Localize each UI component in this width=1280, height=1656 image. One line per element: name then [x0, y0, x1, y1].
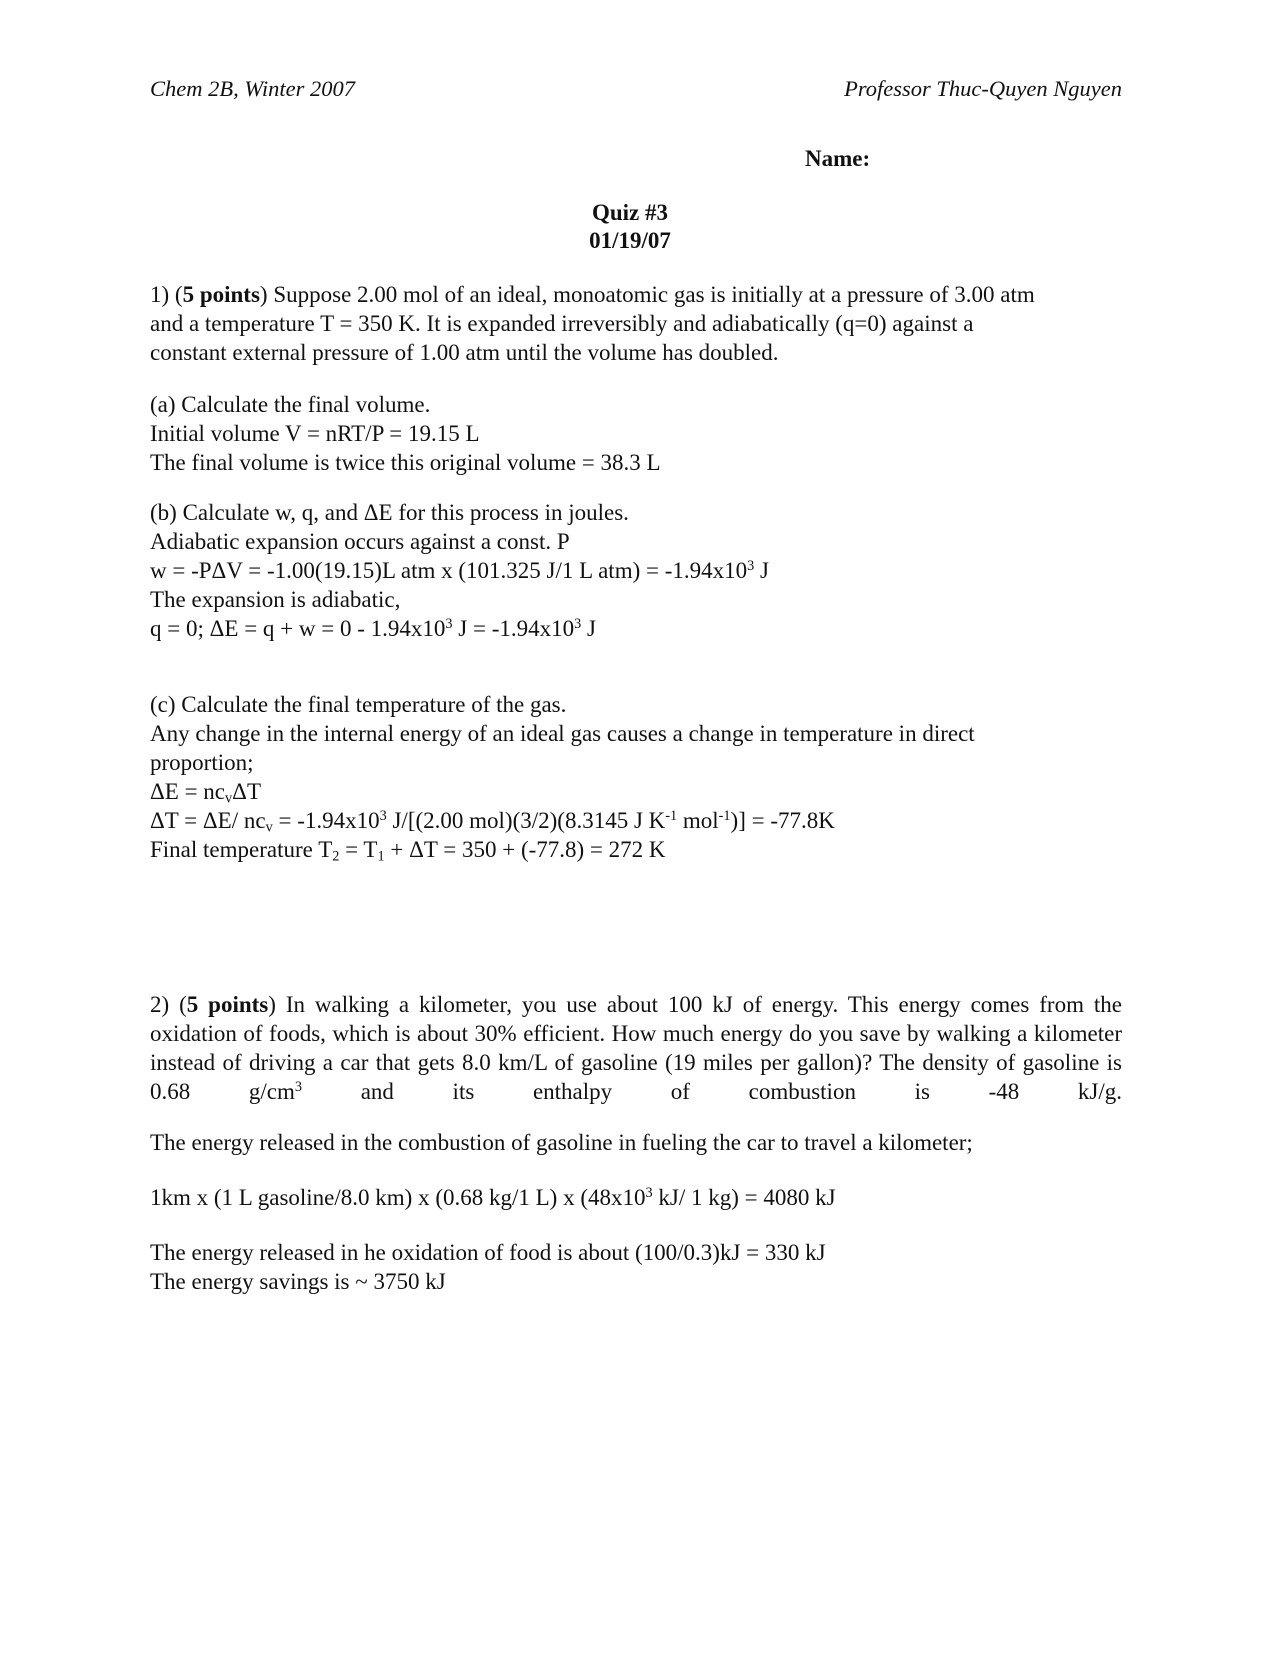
quiz-date: 01/19/07: [589, 228, 671, 253]
professor-header: Professor Thuc-Quyen Nguyen: [844, 76, 1122, 101]
question-1: [150, 280, 1122, 367]
question-2: [150, 990, 1122, 1106]
q1-intro-line-1: 1) (5 points) Suppose 2.00 mol of an ideal, monoatomic gas is initially at a pressure of 3.00 atm: [150, 282, 1035, 307]
q2-conclusion: [150, 1238, 1122, 1296]
quiz-page: [150, 0, 1122, 1656]
q1c-final-temperature: Final temperature $T_2 = T_1 + \Delta T = 350 + (-77.8) = 272$ K: [150, 837, 666, 865]
q1c-line-2: proportion;: [150, 750, 254, 775]
q1b-prompt: (b) Calculate w, q, and ΔE for this process in joules.: [150, 500, 629, 525]
q1-part-b: [150, 498, 1122, 643]
q1-intro-line-3: constant external pressure of 1.00 atm until the volume has doubled.: [150, 340, 779, 365]
q1-points: 5 points: [182, 282, 260, 307]
q1-part-a: [150, 390, 1122, 477]
q2-body: 2) (5 points) In walking a kilometer, you use about 100 kJ of energy. This energy comes from the oxidation of foods, which is about 30% efficient. How much energy do you save by walking a kilometer instead of driving a car that gets 8.0 km/L of gasoline (19 miles per gallon)? The density of gasoline is 0.68 $g/cm^3$ and its enthalpy of combustion is -48 kJ/g.: [150, 992, 1122, 1104]
q1b-line-1: Adiabatic expansion occurs against a const. P: [150, 529, 570, 554]
course-header: Chem 2B, Winter 2007: [150, 76, 355, 101]
q2-points: 5 points: [186, 992, 269, 1017]
q2-line-3: The energy released in he oxidation of food is about (100/0.3)kJ = 330 kJ: [150, 1240, 826, 1265]
q1c-line-1: Any change in the internal energy of an ideal gas causes a change in temperature in direct: [150, 721, 975, 746]
q1a-prompt: (a) Calculate the final volume.: [150, 392, 431, 417]
q1-intro-line-2: and a temperature T = 350 K. It is expanded irreversibly and adiabatically (q=0) against a: [150, 311, 974, 336]
q1-part-c: [150, 690, 1122, 864]
quiz-title: Quiz #3: [591, 200, 669, 225]
q2-calculation: [150, 1183, 1122, 1212]
q1b-line-3: The expansion is adiabatic,: [150, 587, 401, 612]
q2-calc-equation: 1km x (1 L gasoline/8.0 km) x (0.68 kg/1 L) x ($48x10^3$ kJ/ 1 kg) = 4080 kJ: [150, 1185, 836, 1210]
q1c-delta-e-equation: $\Delta E = nc_v\Delta T$: [150, 779, 261, 807]
q2-line-1: The energy released in the combustion of gasoline in fueling the car to travel a kilometer;: [150, 1130, 973, 1155]
q1a-line-1: Initial volume V = nRT/P = 19.15 L: [150, 421, 480, 446]
name-label: Name:: [805, 146, 871, 171]
q1b-work-equation: w = -PΔV = -1.00(19.15)L atm x (101.325 J/1 L $atm) = -1.94x10^3$ J: [150, 558, 769, 583]
q2-answer: [150, 1128, 1122, 1157]
q1c-prompt: (c) Calculate the final temperature of the gas.: [150, 692, 567, 717]
q1b-energy-equation: q = 0; $\Delta E = q + w = 0 - 1.94x10^3$ $J = -1.94x10^3$ J: [150, 616, 596, 641]
q1c-delta-t-equation: ΔT = ΔE/ $nc_v = -1.94x10^3$ J/[(2.00 mol)(3/2)(8.3145 J $K^{-1}$ mol$^{-1}$)] = -77.8K: [150, 808, 835, 836]
q2-line-4: The energy savings is ~ 3750 kJ: [150, 1269, 446, 1294]
q1a-line-2: The final volume is twice this original volume = 38.3 L: [150, 450, 661, 475]
